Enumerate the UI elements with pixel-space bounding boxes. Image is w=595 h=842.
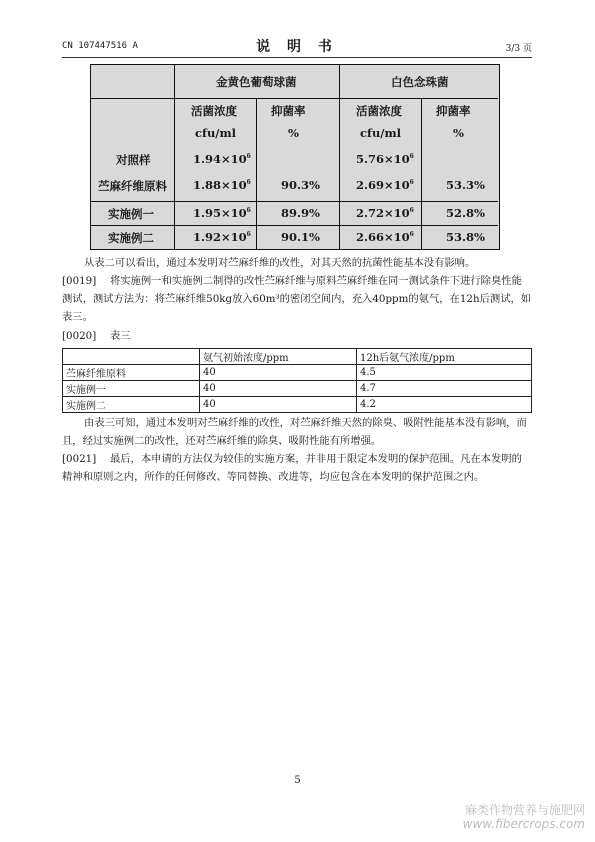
cell-value: $2.72\times 10^6$ (356, 206, 414, 220)
column-header: 抑菌率 (436, 104, 471, 118)
divider (256, 98, 257, 249)
table-cell: 苎麻纤维原料 (63, 365, 200, 381)
table-cell: 4.7 (357, 381, 532, 397)
cell-value: $2.66\times 10^6$ (356, 230, 414, 244)
paragraph-tag: [0019] (62, 275, 97, 287)
antibacterial-table-image (90, 64, 500, 250)
cell-value: $1.88\times 10^6$ (193, 178, 251, 192)
header-cell (63, 349, 200, 365)
unit-label: cfu/ml (360, 126, 402, 140)
watermark-text: 麻类作物营养与施肥网 (464, 803, 585, 817)
column-header: 活菌浓度 (191, 104, 237, 118)
cell-value: $1.94\times 10^6$ (193, 152, 251, 166)
column-header: 抑菌率 (271, 104, 306, 118)
cell-value: 53.3% (446, 178, 485, 192)
divider (421, 98, 422, 249)
row-label: 对照样 (116, 153, 151, 167)
table-cell: 4.5 (357, 365, 532, 381)
table-row (63, 397, 532, 413)
divider (91, 201, 498, 202)
row-label: 实施例二 (108, 231, 154, 245)
paragraph-tag: [0021] (62, 453, 97, 465)
table-row (63, 365, 532, 381)
table-row (63, 381, 532, 397)
header-cell: 氨气初始浓度/ppm (200, 349, 357, 365)
cell-value: $1.92\times 10^6$ (193, 230, 251, 244)
table-cell: 4.2 (357, 397, 532, 413)
cell-value: $1.95\times 10^6$ (193, 206, 251, 220)
header-cell: 12h后氨气浓度/ppm (357, 349, 532, 365)
paragraph: 由表三可知，通过本发明对苎麻纤维的改性，对苎麻纤维天然的除臭、吸附性能基本没有影响，而且，经过实施例二的改性，还对苎麻纤维的除臭、吸附性能有所增强。 (62, 417, 527, 447)
divider (339, 65, 340, 249)
column-header: 活菌浓度 (356, 104, 402, 118)
page-indicator: 3/3 页 (505, 44, 532, 54)
cell-value: $5.76\times 10^6$ (356, 152, 414, 166)
table-caption: 表三 (110, 330, 131, 342)
table-cell: 实施例二 (63, 397, 200, 413)
cell-value: $2.69\times 10^6$ (356, 178, 414, 192)
watermark-url: www.fibercrops.com (462, 817, 585, 831)
table-cell: 实施例一 (63, 381, 200, 397)
group-header: 白色念珠菌 (391, 75, 449, 89)
group-header: 金黄色葡萄球菌 (216, 75, 297, 89)
header-divider (62, 57, 532, 58)
cell-value: 89.9% (281, 206, 320, 220)
divider (91, 98, 498, 99)
cell-value: 90.1% (281, 230, 320, 244)
row-label: 实施例一 (108, 207, 154, 221)
patent-number: CN 107447516 A (62, 41, 138, 51)
divider (91, 225, 498, 226)
unit-label: cfu/ml (195, 126, 237, 140)
cell-value: 90.3% (281, 178, 320, 192)
divider (174, 65, 175, 249)
page-number: 5 (294, 775, 301, 786)
paragraph-0020 (62, 327, 532, 345)
paragraph-0019: [0019] 将实施例一和实施例二制得的改性苎麻纤维与原料苎麻纤维在同一测试条件下进行除臭性能测试，测试方法为：将苎麻纤维50kg放入60m³的密闭空间内，充入40ppm的氨气，在12h后测试，如表三。 (62, 272, 532, 326)
ammonia-table (62, 348, 532, 413)
table-cell: 40 (200, 397, 357, 413)
unit-label: % (288, 126, 299, 140)
watermark (463, 803, 585, 831)
cell-value: 52.8% (446, 206, 485, 220)
page-header (62, 36, 532, 56)
page-title: 说 明 书 (256, 39, 338, 55)
paragraph-tag: [0020] (62, 330, 97, 342)
paragraph: 从表二可以看出，通过本发明对苎麻纤维的改性，对其天然的抗菌性能基本没有影响。 (84, 257, 476, 269)
paragraph-0021: [0021] 最后，本申请的方法仅为较佳的实施方案，并非用于限定本发明的保护范围。凡在本发明的精神和原则之内，所作的任何修改、等同替换、改进等，均应包含在本发明的保护范围之内。 (62, 450, 532, 486)
table-cell: 40 (200, 365, 357, 381)
row-label: 苎麻纤维原料 (98, 179, 167, 193)
unit-label: % (453, 126, 464, 140)
cell-value: 53.8% (446, 230, 485, 244)
table-cell: 40 (200, 381, 357, 397)
table-header-row (63, 349, 532, 365)
